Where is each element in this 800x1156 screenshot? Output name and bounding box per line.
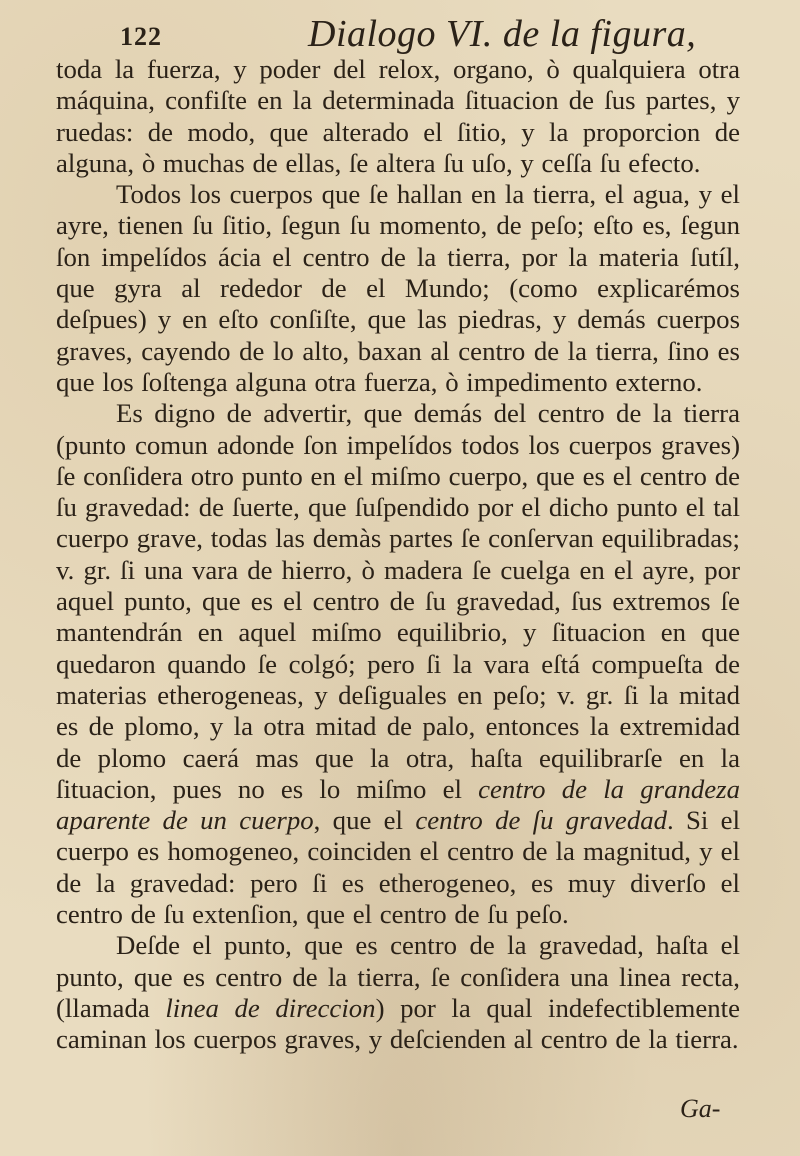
text-run: toda la fuerza, y poder del relox, organo, ò qualquiera otra máquina, confiſte en la determinada ſituacion de ſus partes, y ruedas: de modo, que alterado el ſitio, y la proporcion de alguna, ò muchas de ellas, ſe altera ſu uſo, y ceſſa ſu efecto. [56,54,740,178]
page-number: 122 [120,22,162,51]
text-run: ) por la qual indefectiblemente caminan los cuerpos graves, y deſcienden al centro de la tierra. [56,992,740,1055]
text-run: Deſde el punto, que es centro de la gravedad, haſta el punto, que es centro de la tierra, ſe conſidera una linea recta, (llamada [56,930,740,1023]
paragraph [56,930,740,1055]
page-header [56,10,746,54]
book-page [56,10,776,1150]
italic-text: centro de la grandeza aparente de un cuerpo [56,773,740,836]
paragraph [56,54,740,179]
catchword: Ga- [680,1094,721,1123]
running-head: Dialogo VI. de la figura, [308,13,697,55]
paragraph [56,179,740,398]
text-run: Todos los cuerpos que ſe hallan en la tierra, el agua, y el ayre, tienen ſu ſitio, ſegun ſu momento, de peſo; eſto es, ſegun ſon impelídos ácia el centro de la tierra, por la materia ſutíl, que gyra al rededor de el Mundo; (como explicarémos deſpues) y en eſto conſiſte, que las piedras, y demás cuerpos graves, cayendo de lo alto, baxan al centro de la tierra, ſino es que los ſoſtenga alguna otra fuerza, ò impedimento externo. [56,179,740,397]
italic-text: linea de direccion [165,992,376,1023]
paragraph [56,398,740,930]
text-run: . Si el cuerpo es homogeneo, coinciden el centro de la magnitud, y el de la gravedad: pero ſi es etherogeneo, es muy diverſo el centro de ſu extenſion, que el centro de ſu peſo. [56,805,741,930]
text-run: , que el [313,805,416,836]
italic-text: centro de ſu gravedad [415,805,668,836]
body-text [56,54,740,1056]
text-run: Es digno de advertir, que demás del centro de la tierra (punto comun adonde ſon impelídos todos los cuerpos graves) ſe conſidera otro punto en el miſmo cuerpo, que es el centro de ſu gravedad: de ſuerte, que ſuſpendido por el dicho punto el tal cuerpo grave, todas las demàs partes ſe conſervan equilibradas; v. gr. ſi una vara de hierro, ò madera ſe cuelga en el ayre, por aquel punto, que es el centro de ſu gravedad, ſus extremos ſe mantendrán en aquel miſmo equilibrio, y ſituacion en que quedaron quando ſe colgó; pero ſi la vara eſtá compueſta de materias etherogeneas, y deſiguales en peſo; v. gr. ſi la mitad es de plomo, y la otra mitad de palo, entonces la extremidad de plomo caerá mas que la otra, haſta equilibrarſe en la ſituacion, pues no es lo miſmo el [56,398,740,804]
